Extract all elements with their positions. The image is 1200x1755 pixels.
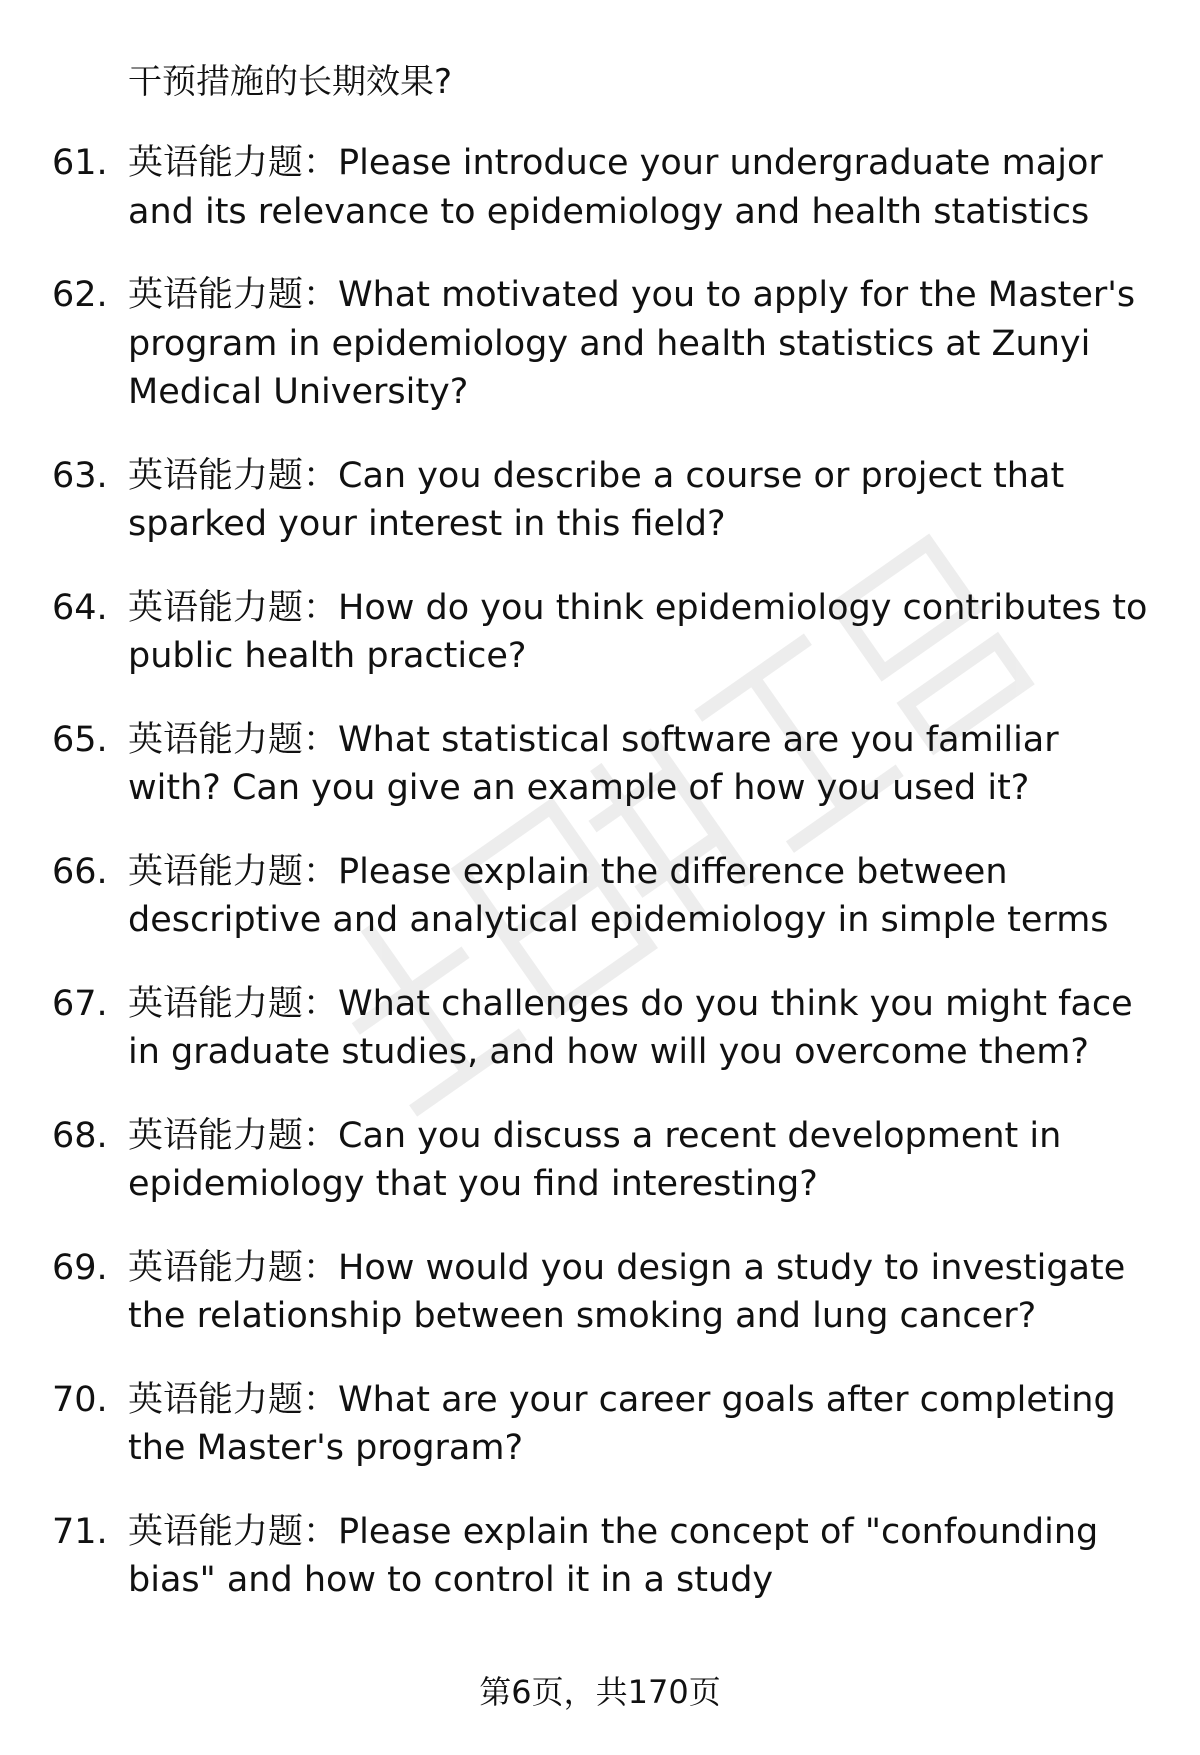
question-number: 62. — [52, 275, 108, 315]
question-item — [0, 716, 1200, 813]
question-tag: 英语能力题： — [128, 143, 339, 183]
question-number: 68. — [52, 1115, 108, 1156]
question-number: 65. — [52, 719, 108, 760]
question-text: Can you discuss a recent development in epidemiology that you find interesting? — [128, 1115, 1062, 1204]
question-text: Please explain the difference between descriptive and analytical epidemiology in simple terms — [128, 851, 1109, 940]
question-item — [0, 1244, 1200, 1341]
question-text: Please introduce your undergraduate major and its relevance to epidemiology and health statistics — [128, 143, 1103, 232]
question-item — [0, 1508, 1200, 1605]
question-tag: 英语能力题： — [128, 1247, 339, 1288]
question-number: 69. — [52, 1247, 108, 1288]
question-item — [0, 1376, 1200, 1473]
question-number: 61. — [52, 143, 108, 183]
question-text: How would you design a study to investigate the relationship between smoking and lung cancer? — [128, 1247, 1126, 1336]
question-tag: 英语能力题： — [128, 455, 339, 496]
question-tag: 英语能力题： — [128, 587, 339, 628]
question-number: 64. — [52, 587, 108, 628]
question-number: 67. — [52, 983, 108, 1024]
question-tag: 英语能力题： — [128, 275, 339, 315]
question-tag: 英语能力题： — [128, 1115, 339, 1156]
question-number: 63. — [52, 455, 108, 496]
question-text: Can you describe a course or project that sparked your interest in this field? — [128, 455, 1065, 544]
question-number: 66. — [52, 851, 108, 892]
question-tag: 英语能力题： — [128, 719, 339, 760]
question-text: What challenges do you think you might face in graduate studies, and how will you overcome them? — [128, 983, 1133, 1072]
question-item — [0, 584, 1200, 681]
question-number: 70. — [52, 1379, 108, 1420]
question-number: 71. — [52, 1511, 108, 1552]
question-item — [0, 1112, 1200, 1209]
question-item — [0, 848, 1200, 945]
question-text: What motivated you to apply for the Master's program in epidemiology and health statistics at Zunyi Medical University? — [128, 275, 1136, 412]
question-text: Please explain the concept of "confounding bias" and how to control it in a study — [128, 1511, 1099, 1600]
question-item — [0, 271, 1200, 417]
question-tag: 英语能力题： — [128, 851, 339, 892]
question-item — [0, 139, 1200, 236]
question-item — [0, 452, 1200, 549]
continuation-text: 干预措施的长期效果? — [128, 62, 453, 102]
question-item — [0, 980, 1200, 1077]
question-list — [0, 139, 1200, 1640]
question-text: How do you think epidemiology contributes to public health practice? — [128, 587, 1148, 676]
question-tag: 英语能力题： — [128, 1379, 339, 1420]
question-text: What are your career goals after completing the Master's program? — [128, 1379, 1116, 1468]
question-tag: 英语能力题： — [128, 1511, 339, 1552]
question-text: What statistical software are you familiar with? Can you give an example of how you used it? — [128, 719, 1059, 808]
page-footer: 第6页，共170页 — [479, 1673, 721, 1711]
question-tag: 英语能力题： — [128, 983, 339, 1024]
